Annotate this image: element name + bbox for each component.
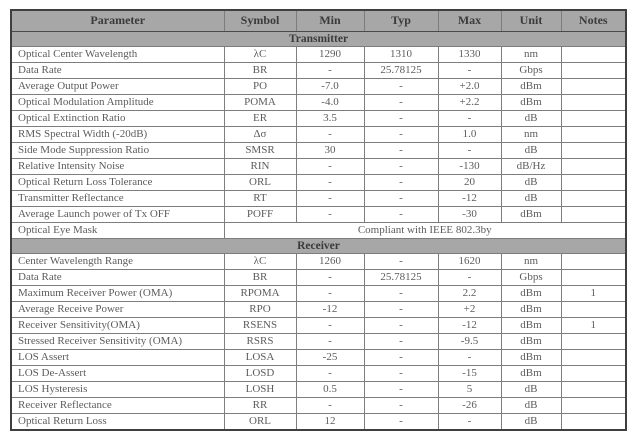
cell-symbol: ER <box>224 111 296 127</box>
table-row <box>11 318 626 334</box>
cell-notes <box>561 47 626 63</box>
cell-typ: - <box>364 318 438 334</box>
cell-typ: - <box>364 254 438 270</box>
cell-unit: dB <box>501 175 561 191</box>
cell-min: - <box>296 318 364 334</box>
column-header-notes: Notes <box>561 10 626 32</box>
spec-table-head <box>11 10 626 32</box>
cell-max: 5 <box>438 382 501 398</box>
cell-unit: dB <box>501 382 561 398</box>
cell-max: - <box>438 270 501 286</box>
cell-parameter: Relative Intensity Noise <box>11 159 224 175</box>
cell-notes <box>561 270 626 286</box>
table-row <box>11 350 626 366</box>
cell-parameter: Optical Return Loss Tolerance <box>11 175 224 191</box>
cell-notes <box>561 302 626 318</box>
cell-symbol: RPO <box>224 302 296 318</box>
cell-notes <box>561 414 626 431</box>
cell-min: 1290 <box>296 47 364 63</box>
cell-symbol: BR <box>224 270 296 286</box>
cell-notes <box>561 127 626 143</box>
cell-unit: nm <box>501 47 561 63</box>
spec-table-body <box>11 32 626 431</box>
cell-min: - <box>296 175 364 191</box>
cell-min: -12 <box>296 302 364 318</box>
cell-unit: dB <box>501 143 561 159</box>
table-row <box>11 191 626 207</box>
cell-min: 12 <box>296 414 364 431</box>
cell-typ: - <box>364 159 438 175</box>
table-row <box>11 63 626 79</box>
cell-min: - <box>296 127 364 143</box>
table-row <box>11 334 626 350</box>
table-row <box>11 47 626 63</box>
cell-notes: 1 <box>561 318 626 334</box>
cell-max: -130 <box>438 159 501 175</box>
spec-table <box>10 9 627 431</box>
cell-unit: dBm <box>501 207 561 223</box>
cell-typ: 25.78125 <box>364 270 438 286</box>
cell-typ: - <box>364 334 438 350</box>
cell-notes <box>561 366 626 382</box>
cell-parameter: Data Rate <box>11 270 224 286</box>
cell-unit: dBm <box>501 302 561 318</box>
cell-unit: dBm <box>501 95 561 111</box>
table-row <box>11 414 626 431</box>
table-row <box>11 111 626 127</box>
cell-max: 1330 <box>438 47 501 63</box>
cell-max: -9.5 <box>438 334 501 350</box>
cell-unit: Gbps <box>501 63 561 79</box>
cell-unit: dBm <box>501 350 561 366</box>
cell-symbol: Δσ <box>224 127 296 143</box>
cell-max: 20 <box>438 175 501 191</box>
cell-min: - <box>296 159 364 175</box>
cell-symbol: RPOMA <box>224 286 296 302</box>
column-header-unit: Unit <box>501 10 561 32</box>
spec-table-container <box>10 9 627 431</box>
cell-max: 1620 <box>438 254 501 270</box>
cell-notes <box>561 79 626 95</box>
column-header-typ: Typ <box>364 10 438 32</box>
cell-max: +2 <box>438 302 501 318</box>
cell-min: 1260 <box>296 254 364 270</box>
cell-notes <box>561 398 626 414</box>
cell-min: - <box>296 191 364 207</box>
cell-typ: - <box>364 95 438 111</box>
cell-notes <box>561 95 626 111</box>
cell-parameter: Maximum Receiver Power (OMA) <box>11 286 224 302</box>
cell-parameter: Optical Modulation Amplitude <box>11 95 224 111</box>
cell-min: - <box>296 63 364 79</box>
column-header-row <box>11 10 626 32</box>
cell-typ: - <box>364 143 438 159</box>
cell-typ: - <box>364 382 438 398</box>
cell-parameter: LOS Assert <box>11 350 224 366</box>
cell-parameter: Side Mode Suppression Ratio <box>11 143 224 159</box>
cell-max: -26 <box>438 398 501 414</box>
cell-notes <box>561 159 626 175</box>
cell-unit: dB <box>501 191 561 207</box>
cell-max: -15 <box>438 366 501 382</box>
table-row <box>11 95 626 111</box>
cell-max: - <box>438 111 501 127</box>
cell-unit: nm <box>501 254 561 270</box>
cell-unit: dB <box>501 414 561 431</box>
cell-min: - <box>296 270 364 286</box>
cell-symbol: RSENS <box>224 318 296 334</box>
cell-typ: - <box>364 207 438 223</box>
cell-typ: - <box>364 398 438 414</box>
table-row <box>11 207 626 223</box>
cell-notes <box>561 382 626 398</box>
cell-symbol: POFF <box>224 207 296 223</box>
cell-typ: - <box>364 286 438 302</box>
cell-min: -7.0 <box>296 79 364 95</box>
cell-typ: - <box>364 79 438 95</box>
column-header-max: Max <box>438 10 501 32</box>
cell-parameter: RMS Spectral Width (-20dB) <box>11 127 224 143</box>
cell-unit: dB/Hz <box>501 159 561 175</box>
cell-parameter: Stressed Receiver Sensitivity (OMA) <box>11 334 224 350</box>
cell-max: - <box>438 414 501 431</box>
section-header-receiver <box>11 239 626 254</box>
cell-parameter: LOS Hysteresis <box>11 382 224 398</box>
cell-parameter: Transmitter Reflectance <box>11 191 224 207</box>
cell-max: -30 <box>438 207 501 223</box>
cell-symbol: ORL <box>224 175 296 191</box>
cell-symbol: SMSR <box>224 143 296 159</box>
cell-symbol: LOSD <box>224 366 296 382</box>
cell-min: - <box>296 398 364 414</box>
cell-unit: dB <box>501 398 561 414</box>
cell-notes <box>561 350 626 366</box>
cell-symbol: λC <box>224 47 296 63</box>
cell-max: - <box>438 143 501 159</box>
cell-symbol: RR <box>224 398 296 414</box>
column-header-parameter: Parameter <box>11 10 224 32</box>
cell-max: +2.0 <box>438 79 501 95</box>
cell-symbol: RSRS <box>224 334 296 350</box>
cell-min: 30 <box>296 143 364 159</box>
cell-symbol: λC <box>224 254 296 270</box>
table-row <box>11 286 626 302</box>
cell-unit: dBm <box>501 286 561 302</box>
table-row <box>11 302 626 318</box>
cell-unit: dB <box>501 111 561 127</box>
cell-min: 0.5 <box>296 382 364 398</box>
cell-max: -12 <box>438 191 501 207</box>
table-row <box>11 159 626 175</box>
cell-unit: dBm <box>501 366 561 382</box>
cell-typ: - <box>364 366 438 382</box>
cell-max: +2.2 <box>438 95 501 111</box>
cell-symbol: BR <box>224 63 296 79</box>
cell-parameter: Optical Center Wavelength <box>11 47 224 63</box>
cell-notes <box>561 111 626 127</box>
cell-parameter: Optical Eye Mask <box>11 223 224 239</box>
cell-parameter: Center Wavelength Range <box>11 254 224 270</box>
cell-symbol: RIN <box>224 159 296 175</box>
cell-notes <box>561 207 626 223</box>
cell-notes <box>561 254 626 270</box>
table-row <box>11 143 626 159</box>
cell-notes <box>561 143 626 159</box>
cell-typ: - <box>364 302 438 318</box>
section-header-transmitter <box>11 32 626 47</box>
cell-span-value: Compliant with IEEE 802.3by <box>224 223 626 239</box>
cell-parameter: Optical Return Loss <box>11 414 224 431</box>
cell-notes <box>561 175 626 191</box>
table-row <box>11 127 626 143</box>
cell-notes: 1 <box>561 286 626 302</box>
cell-max: -12 <box>438 318 501 334</box>
column-header-min: Min <box>296 10 364 32</box>
cell-symbol: LOSH <box>224 382 296 398</box>
cell-parameter: Average Launch power of Tx OFF <box>11 207 224 223</box>
cell-min: - <box>296 366 364 382</box>
cell-min: - <box>296 286 364 302</box>
table-row <box>11 398 626 414</box>
cell-typ: - <box>364 414 438 431</box>
cell-min: - <box>296 334 364 350</box>
cell-parameter: Data Rate <box>11 63 224 79</box>
cell-notes <box>561 63 626 79</box>
cell-parameter: Average Output Power <box>11 79 224 95</box>
table-row <box>11 270 626 286</box>
cell-unit: dBm <box>501 79 561 95</box>
cell-unit: Gbps <box>501 270 561 286</box>
cell-parameter: Optical Extinction Ratio <box>11 111 224 127</box>
cell-max: - <box>438 63 501 79</box>
cell-symbol: POMA <box>224 95 296 111</box>
cell-unit: dBm <box>501 318 561 334</box>
cell-typ: - <box>364 350 438 366</box>
cell-parameter: Receiver Reflectance <box>11 398 224 414</box>
cell-unit: nm <box>501 127 561 143</box>
section-title: Transmitter <box>11 32 626 47</box>
cell-typ: 25.78125 <box>364 63 438 79</box>
table-row <box>11 175 626 191</box>
cell-min: -25 <box>296 350 364 366</box>
table-row <box>11 254 626 270</box>
cell-typ: 1310 <box>364 47 438 63</box>
cell-typ: - <box>364 191 438 207</box>
table-row <box>11 382 626 398</box>
cell-unit: dBm <box>501 334 561 350</box>
cell-notes <box>561 334 626 350</box>
cell-parameter: LOS De-Assert <box>11 366 224 382</box>
cell-symbol: ORL <box>224 414 296 431</box>
cell-parameter: Average Receive Power <box>11 302 224 318</box>
cell-typ: - <box>364 111 438 127</box>
cell-symbol: RT <box>224 191 296 207</box>
cell-min: - <box>296 207 364 223</box>
cell-symbol: LOSA <box>224 350 296 366</box>
cell-notes <box>561 191 626 207</box>
cell-symbol: PO <box>224 79 296 95</box>
table-row <box>11 223 626 239</box>
cell-parameter: Receiver Sensitivity(OMA) <box>11 318 224 334</box>
column-header-symbol: Symbol <box>224 10 296 32</box>
table-row <box>11 366 626 382</box>
cell-typ: - <box>364 127 438 143</box>
cell-min: 3.5 <box>296 111 364 127</box>
cell-typ: - <box>364 175 438 191</box>
section-title: Receiver <box>11 239 626 254</box>
table-row <box>11 79 626 95</box>
cell-max: 2.2 <box>438 286 501 302</box>
cell-max: 1.0 <box>438 127 501 143</box>
cell-max: - <box>438 350 501 366</box>
cell-min: -4.0 <box>296 95 364 111</box>
